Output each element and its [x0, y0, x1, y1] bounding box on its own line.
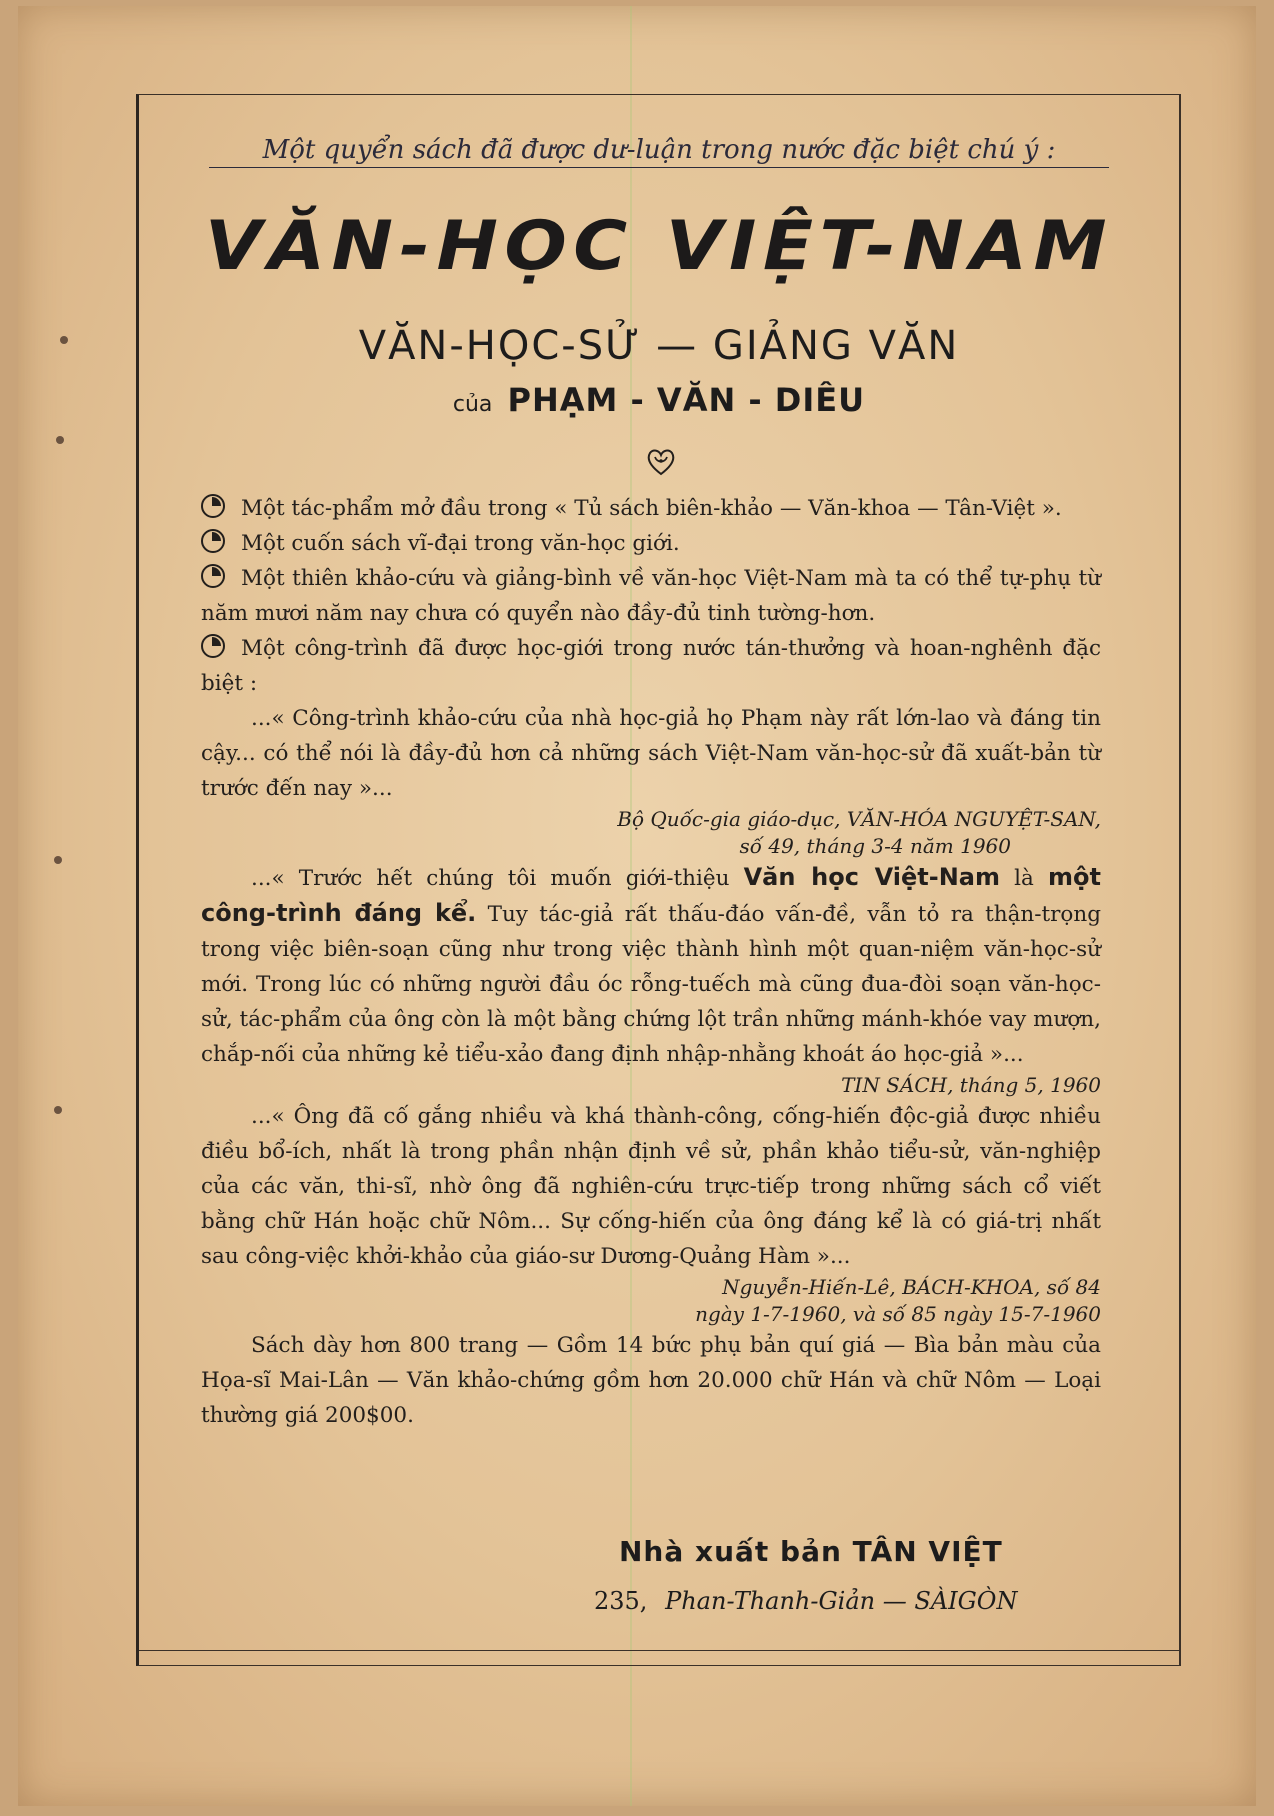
bullet-item: Một thiên khảo-cứu và giảng-bình về văn-học Việt-Nam mà ta có thể tự-phụ từ năm mươi năm nay chưa có quyển nào đầy-đủ tinh tường-hơn. [201, 566, 1101, 626]
binding-hole [56, 436, 64, 444]
bullet-item: Một cuốn sách vĩ-đại trong văn-học giới. [201, 526, 1101, 561]
author-line [139, 381, 1179, 419]
bottom-rule [139, 1650, 1179, 1651]
review-citation: Nguyễn-Hiến-Lê, BÁCH-KHOA, số 84 [722, 1275, 1101, 1299]
bullet-item: Một công-trình đã được học-giới trong nước tán-thưởng và hoan-nghênh đặc biệt : [201, 636, 1101, 696]
review-quote: ...« Công-trình khảo-cứu của nhà học-giả họ Phạm này rất lớn-lao và đáng tin cậy... có thể nói là đầy-đủ hơn cả những sách Việt-Nam văn-học-sử đã xuất-bản từ trước đến nay »... [201, 706, 1101, 801]
bullet-icon [201, 634, 225, 658]
binding-hole [60, 336, 68, 344]
review-quote: ...« Trước hết chúng tôi muốn giới-thiệu Văn học Việt-Nam là một công-trình đáng kể. Tuy tác-giả rất thấu-đáo vấn-đề, vẫn tỏ ra thận-trọng trong việc biên-soạn cũng như trong việc thành hình một quan-niệm văn-học-sử mới. Trong lúc có những người đầu óc rỗng-tuếch mà cũng đua-đòi soạn văn-học-sử, tác-phẩm của ông còn là một bằng chứng lột trần những mánh-khóe vay mượn, chắp-nối của những kẻ tiểu-xảo đang định nhập-nhằng khoát áo học-giả »... [201, 863, 1101, 1067]
publisher-address: 235, Phan-Thanh-Giản — SÀIGÒN [594, 1587, 1018, 1615]
book-details: Sách dày hơn 800 trang — Gồm 14 bức phụ bản quí giá — Bìa bản màu của Họa-sĩ Mai-Lân — Văn khảo-chứng gồm hơn 20.000 chữ Hán và chữ Nôm — Loại thường giá 200$00. [201, 1333, 1101, 1428]
heart-ornament-icon [644, 445, 678, 479]
bullet-icon [201, 529, 225, 553]
review-citation: ngày 1-7-1960, và số 85 ngày 15-7-1960 [695, 1302, 1101, 1326]
binding-hole [54, 856, 62, 864]
review-citation: số 49, tháng 3-4 năm 1960 [739, 834, 1011, 858]
article-body [201, 491, 1101, 1433]
bullet-item: Một tác-phẩm mở đầu trong « Tủ sách biên-khảo — Văn-khoa — Tân-Việt ». [201, 491, 1101, 526]
page [18, 6, 1256, 1806]
author-name: PHẠM - VĂN - DIÊU [507, 381, 866, 419]
advertisement-frame [136, 94, 1181, 1666]
book-title: VĂN-HỌC VIỆT-NAM [204, 207, 1114, 286]
review-citation: Bộ Quốc-gia giáo-dục, VĂN-HÓA NGUYỆT-SAN, [617, 807, 1101, 831]
highlight-phrase: một công-trình đáng kể. [201, 863, 1101, 927]
highlight-title: Văn học Việt-Nam [743, 863, 1000, 891]
bullet-icon [201, 564, 225, 588]
book-subtitle: VĂN-HỌC-SỬ — GIẢNG VĂN [358, 323, 960, 369]
author-prefix: của [452, 392, 493, 417]
publisher-name: Nhà xuất bản TÂN VIỆT [619, 1535, 1003, 1568]
review-quote: ...« Ông đã cố gắng nhiều và khá thành-công, cống-hiến độc-giả được nhiều điều bổ-ích, nhất là trong phần nhận định về sử, phần khảo tiểu-sử, văn-nghiệp của các văn, thi-sĩ, nhờ ông đã nghiên-cứu trực-tiếp trong những sách cổ viết bằng chữ Hán hoặc chữ Nôm... Sự cống-hiến của ông đáng kể là có giá-trị nhất sau công-việc khởi-khảo của giáo-sư Dương-Quảng Hàm »... [201, 1104, 1101, 1269]
binding-hole [54, 1106, 62, 1114]
review-citation: TIN SÁCH, tháng 5, 1960 [841, 1073, 1101, 1097]
bullet-icon [201, 494, 225, 518]
intro-line: Một quyển sách đã được dư-luận trong nước đặc biệt chú ý : [209, 135, 1109, 168]
